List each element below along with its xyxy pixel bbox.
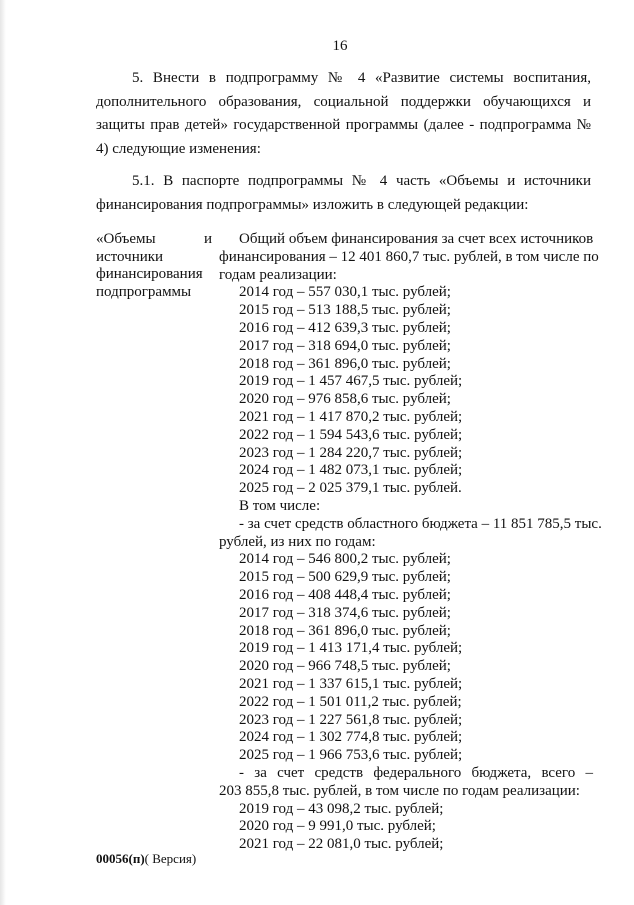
regional-year-line: 2024 год – 1 302 774,8 тыс. рублей; (239, 729, 463, 746)
including-label: В том числе: (239, 497, 321, 514)
total-year-line: 2015 год – 513 188,5 тыс. рублей; (239, 302, 451, 319)
total-year-line: 2021 год – 1 417 870,2 тыс. рублей; (239, 408, 463, 425)
federal-line-2: 203 855,8 тыс. рублей, в том числе по годам реализации: (219, 782, 580, 799)
federal-line-1-word: средств (314, 764, 364, 781)
federal-years-list (219, 801, 593, 854)
scan-edge-shadow (0, 0, 6, 905)
regional-year-line: 2018 год – 361 896,0 тыс. рублей; (239, 622, 451, 639)
regional-year-line: 2020 год – 966 748,5 тыс. рублей; (239, 658, 451, 675)
paragraph-5: 5. Внести в подпрограмму № 4 «Развитие системы воспитания, дополнительного образования, социальной поддержки обучающихся и защиты прав детей» государственной программы (далее - подпрограмма № 4) следующие изменения: (96, 70, 591, 157)
total-year-line: 2020 год – 976 858,6 тыс. рублей; (239, 391, 451, 408)
label-line-2: источники (96, 248, 164, 265)
federal-line-1 (219, 765, 593, 783)
regional-year-line: 2025 год – 1 966 753,6 тыс. рублей; (239, 747, 463, 764)
total-year-line: 2017 год – 318 694,0 тыс. рублей; (239, 337, 451, 354)
federal-line-1-word: – (585, 764, 593, 781)
regional-year-line: 2021 год – 1 337 615,1 тыс. рублей; (239, 675, 463, 692)
total-years-list (219, 284, 593, 498)
federal-line-1-word: всего (541, 764, 576, 781)
regional-year-line: 2016 год – 408 448,4 тыс. рублей; (239, 586, 451, 603)
total-line-2: финансирования – 12 401 860,7 тыс. рублей, в том числе по (219, 248, 599, 265)
federal-line-1-word: счет (277, 764, 305, 781)
regional-years-list (219, 551, 593, 765)
total-year-line: 2024 год – 1 482 073,1 тыс. рублей; (239, 462, 463, 479)
document-version: ( Версия) (144, 851, 197, 866)
paragraph-5-1: 5.1. В паспорте подпрограммы № 4 часть «Объемы и источники финансирования подпрограммы» изложить в следующей редакции: (96, 173, 591, 213)
financing-label-column (96, 231, 212, 301)
document-footer (96, 851, 196, 867)
regional-line-1: - за счет средств областного бюджета – 11 851 785,5 тыс. (239, 515, 602, 532)
total-year-line: 2025 год – 2 025 379,1 тыс. рублей. (239, 480, 462, 497)
regional-year-line: 2022 год – 1 501 011,2 тыс. рублей; (239, 693, 462, 710)
federal-year-line: 2020 год – 9 991,0 тыс. рублей; (239, 818, 436, 835)
total-year-line: 2018 год – 361 896,0 тыс. рублей; (239, 355, 451, 372)
federal-year-line: 2019 год – 43 098,2 тыс. рублей; (239, 800, 444, 817)
document-code: 00056(п) (96, 851, 145, 866)
regional-year-line: 2017 год – 318 374,6 тыс. рублей; (239, 604, 451, 621)
federal-line-1-word: федерального (373, 764, 462, 781)
regional-line-2: рублей, из них по годам: (219, 533, 376, 550)
total-line-3: годам реализации: (219, 266, 337, 283)
federal-line-1-word: за (254, 764, 267, 781)
total-line-1: Общий объем финансирования за счет всех источников (239, 231, 594, 247)
label-line-4: подпрограммы (96, 283, 192, 300)
page-number: 16 (332, 38, 348, 54)
label-line-1 (96, 231, 212, 249)
regional-year-line: 2019 год – 1 413 171,4 тыс. рублей; (239, 640, 463, 657)
regional-year-line: 2023 год – 1 227 561,8 тыс. рублей; (239, 711, 463, 728)
federal-year-line: 2021 год – 22 081,0 тыс. рублей; (239, 836, 444, 853)
federal-line-1-word: - (239, 764, 244, 781)
financing-values-column (219, 231, 602, 854)
total-year-line: 2023 год – 1 284 220,7 тыс. рублей; (239, 444, 463, 461)
regional-year-line: 2014 год – 546 800,2 тыс. рублей; (239, 551, 451, 568)
total-year-line: 2014 год – 557 030,1 тыс. рублей; (239, 284, 451, 301)
total-year-line: 2016 год – 412 639,3 тыс. рублей; (239, 319, 451, 336)
total-year-line: 2022 год – 1 594 543,6 тыс. рублей; (239, 426, 463, 443)
label-line-3: финансирования (96, 266, 203, 282)
label-word-volumes: «Объемы (96, 231, 156, 247)
total-year-line: 2019 год – 1 457 467,5 тыс. рублей; (239, 373, 463, 390)
label-word-and: и (203, 231, 212, 247)
federal-line-1-word: бюджета, (471, 764, 532, 781)
regional-year-line: 2015 год – 500 629,9 тыс. рублей; (239, 569, 451, 586)
